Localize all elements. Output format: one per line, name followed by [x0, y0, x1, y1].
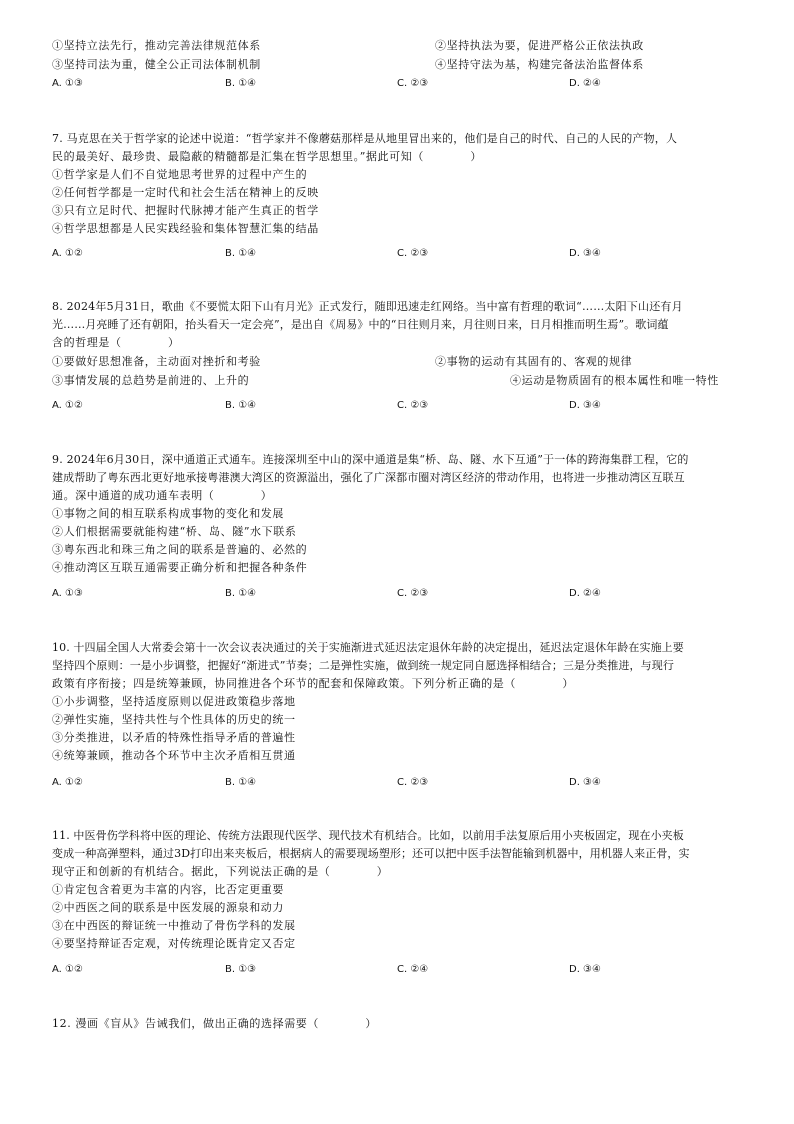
q7-option-d[interactable]: D. ③④	[569, 248, 601, 259]
q7-option-c[interactable]: C. ②③	[397, 248, 429, 259]
q9-option-d[interactable]: D. ②④	[569, 588, 601, 599]
q11-option-d[interactable]: D. ③④	[569, 964, 601, 975]
q7-options	[52, 244, 752, 263]
q11-statement-3: ③在中西医的辩证统一中推动了骨伤学科的发展	[52, 919, 296, 932]
q6-option-c[interactable]: C. ②③	[397, 78, 429, 89]
q11-option-a[interactable]: A. ①②	[52, 964, 83, 975]
q8-option-c[interactable]: C. ②③	[397, 400, 429, 411]
q6-statement-4: ④坚持守法为基，构建完备法治监督体系	[435, 58, 644, 71]
q8-statement-4: ④运动是物质固有的根本属性和唯一特性	[510, 374, 719, 387]
q8-option-b[interactable]: B. ①④	[225, 400, 257, 411]
q6-option-d[interactable]: D. ②④	[569, 78, 601, 89]
q8-stem-line-1: 8. 2024年5月31日，歌曲《不要慌太阳下山有月光》正式发行，随即迅速走红网络。当中富有哲理的歌词“……太阳下山还有月	[52, 300, 683, 313]
q6-option-a[interactable]: A. ①③	[52, 78, 83, 89]
q10-stem-line-2: 坚持四个原则：一是小步调整，把握好“渐进式”节奏；二是弹性实施，做到统一规定同自愿选择相结合；三是分类推进，与现行	[52, 659, 674, 672]
q10-statement-2: ②弹性实施，坚持共性与个性具体的历史的统一	[52, 713, 296, 726]
q7-statement-4: ④哲学思想都是人民实践经验和集体智慧汇集的结晶	[52, 222, 319, 235]
q8-option-a[interactable]: A. ①②	[52, 400, 83, 411]
q7-statement-1: ①哲学家是人们不自觉地思考世界的过程中产生的	[52, 168, 308, 181]
q8-statement-2: ②事物的运动有其固有的、客观的规律	[435, 355, 633, 368]
q11-statement-2: ②中西医之间的联系是中医发展的源泉和动力	[52, 901, 284, 914]
q9-statement-4: ④推动湾区互联互通需要正确分析和把握各种条件	[52, 561, 308, 574]
q12-stem-line-1: 12. 漫画《盲从》告诫我们，做出正确的选择需要（ ）	[52, 1017, 377, 1030]
q8-statement-1: ①要做好思想准备，主动面对挫折和考验	[52, 355, 261, 368]
q11-stem-line-1: 11. 中医骨伤学科将中医的理论、传统方法跟现代医学、现代技术有机结合。比如，以前用手法复原后用小夹板固定，现在小夹板	[52, 829, 684, 842]
q11-options	[52, 960, 752, 979]
q9-statement-2: ②人们根据需要就能构建“桥、岛、隧”水下联系	[52, 525, 297, 538]
q8-option-d[interactable]: D. ③④	[569, 400, 601, 411]
q8-statement-3: ③事情发展的总趋势是前进的、上升的	[52, 374, 250, 387]
q9-stem-line-3: 通。深中通道的成功通车表明（ ）	[52, 489, 273, 502]
q7-stem-line-2: 民的最美好、最珍贵、最隐蔽的精髓都是汇集在哲学思想里。”据此可知（ ）	[52, 150, 482, 163]
q10-statement-3: ③分类推进，以矛盾的特殊性指导矛盾的普遍性	[52, 731, 296, 744]
q9-option-a[interactable]: A. ①③	[52, 588, 83, 599]
q10-option-b[interactable]: B. ①④	[225, 777, 257, 788]
q9-statement-1: ①事物之间的相互联系构成事物的变化和发展	[52, 507, 284, 520]
q6-options	[52, 74, 752, 93]
q9-stem-line-1: 9. 2024年6月30日，深中通道正式通车。连接深圳至中山的深中通道是集“桥、岛、隧、水下互通”于一体的跨海集群工程，它的	[52, 453, 689, 466]
q10-options	[52, 773, 752, 792]
q11-statement-1: ①肯定包含着更为丰富的内容，比否定更重要	[52, 883, 284, 896]
q10-statement-4: ④统筹兼顾，推动各个环节中主次矛盾相互贯通	[52, 749, 296, 762]
q11-stem-line-2: 变成一种高弹塑料，通过3D打印出来夹板后，根据病人的需要现场塑形；还可以把中医手法智能输到机器中，用机器人来正骨，实	[52, 847, 690, 860]
q10-statement-1: ①小步调整，坚持适度原则以促进政策稳步落地	[52, 695, 296, 708]
q7-option-b[interactable]: B. ①④	[225, 248, 257, 259]
q6-statement-2: ②坚持执法为要，促进严格公正依法执政	[435, 39, 644, 52]
q6-option-b[interactable]: B. ①④	[225, 78, 257, 89]
q9-options	[52, 584, 752, 603]
q6-statement-1: ①坚持立法先行，推动完善法律规范体系	[52, 39, 261, 52]
q7-stem-line-1: 7. 马克思在关于哲学家的论述中说道：“哲学家并不像蘑菇那样是从地里冒出来的，他们是自己的时代、自己的人民的产物，人	[52, 132, 678, 145]
q7-statement-3: ③只有立足时代、把握时代脉搏才能产生真正的哲学	[52, 204, 319, 217]
q8-stem-line-3: 含的哲理是（ ）	[52, 336, 180, 349]
q11-option-b[interactable]: B. ①③	[225, 964, 257, 975]
q9-statement-3: ③粤东西北和珠三角之间的联系是普遍的、必然的	[52, 543, 308, 556]
q8-options	[52, 396, 752, 415]
q7-option-a[interactable]: A. ①②	[52, 248, 83, 259]
q10-option-a[interactable]: A. ①②	[52, 777, 83, 788]
q9-stem-line-2: 建成帮助了粤东西北更好地承接粤港澳大湾区的资源溢出，强化了广深都市圈对湾区经济的带动作用，也将进一步推动湾区互联互	[52, 471, 685, 484]
q10-stem-line-1: 10. 十四届全国人大常委会第十一次会议表决通过的关于实施渐进式延迟法定退休年龄的决定提出，延迟法定退休年龄在实施上要	[52, 641, 684, 654]
q10-option-d[interactable]: D. ③④	[569, 777, 601, 788]
q10-stem-line-3: 政策有序衔接；四是统筹兼顾，协同推进各个环节的配套和保障政策。下列分析正确的是（ ）	[52, 677, 574, 690]
q9-option-c[interactable]: C. ②③	[397, 588, 429, 599]
q8-stem-line-2: 光……月亮睡了还有朝阳，抬头看天一定会亮”，是出自《周易》中的“日往则月来，月往则日来，日月相推而明生焉”。歌词蕴	[52, 318, 669, 331]
q10-option-c[interactable]: C. ②③	[397, 777, 429, 788]
q11-statement-4: ④要坚持辩证否定观，对传统理论既肯定又否定	[52, 937, 296, 950]
q11-stem-line-3: 现守正和创新的有机结合。据此，下列说法正确的是（ ）	[52, 865, 389, 878]
q11-option-c[interactable]: C. ②④	[397, 964, 429, 975]
q9-option-b[interactable]: B. ①④	[225, 588, 257, 599]
q6-statement-3: ③坚持司法为重，健全公正司法体制机制	[52, 58, 261, 71]
q7-statement-2: ②任何哲学都是一定时代和社会生活在精神上的反映	[52, 186, 319, 199]
